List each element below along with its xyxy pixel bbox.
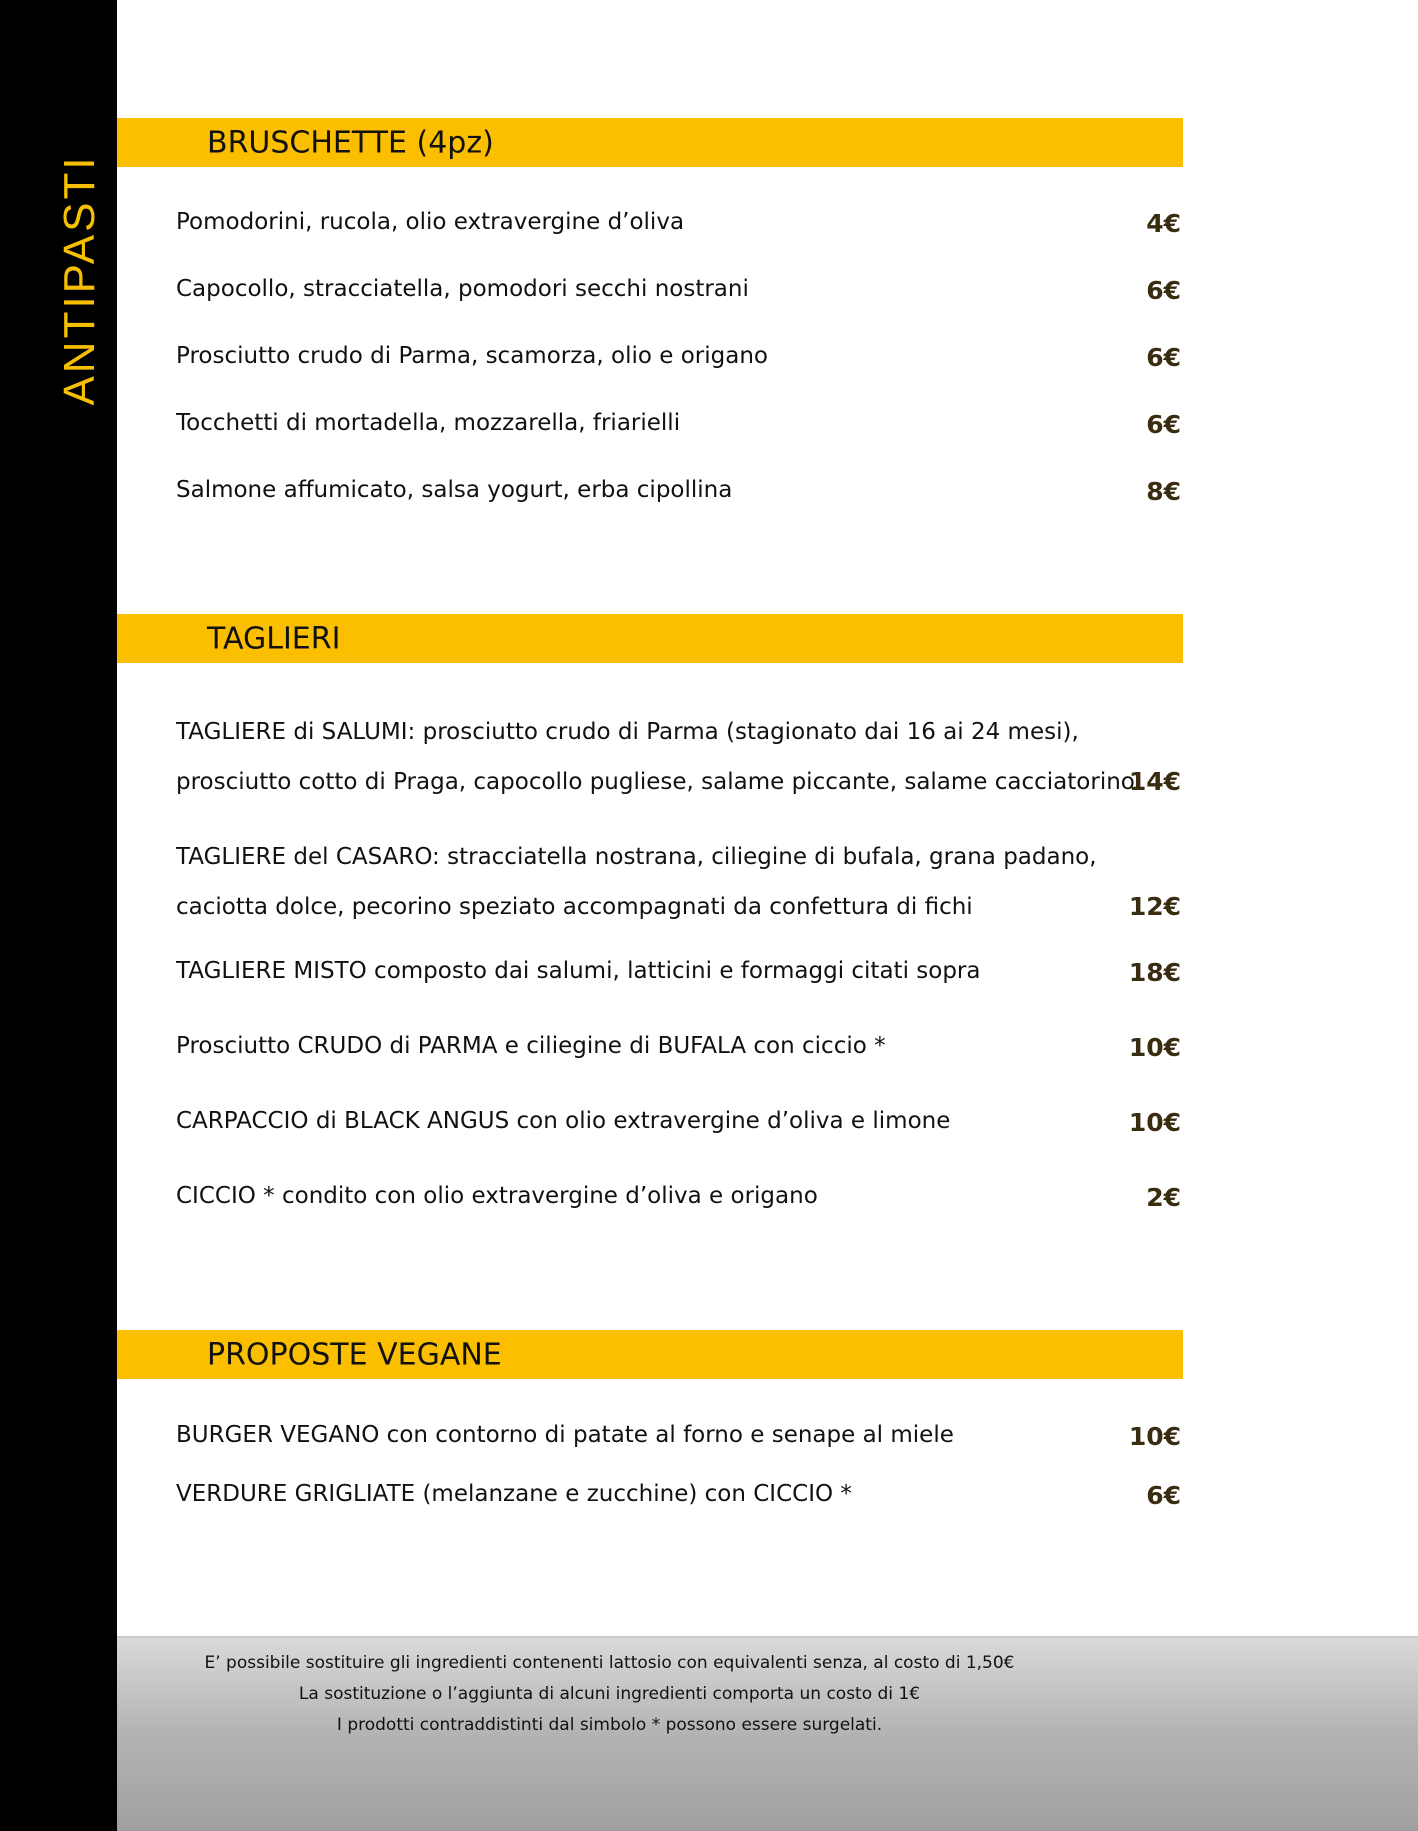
item-text: TAGLIERE di SALUMI: prosciutto crudo di Parma (stagionato dai 16 ai 24 mesi), — [176, 719, 1079, 745]
footer-note: La sostituzione o l’aggiunta di alcuni ingredienti comporta un costo di 1€ — [298, 1684, 921, 1704]
menu-item — [176, 477, 1181, 506]
menu-item — [176, 343, 1181, 372]
item-text: caciotta dolce, pecorino speziato accompagnati da confettura di fichi — [176, 894, 973, 920]
item-text: Tocchetti di mortadella, mozzarella, friarielli — [176, 410, 681, 436]
footer-notes — [117, 1648, 1102, 1741]
sidebar-title: ANTIPASTI — [55, 154, 104, 406]
menu-item — [176, 1481, 1181, 1510]
item-price: 6€ — [1146, 343, 1181, 372]
item-price: 8€ — [1146, 477, 1181, 506]
menu-item — [176, 1422, 1181, 1451]
section-header-bruschette — [117, 118, 1183, 167]
item-price: 6€ — [1146, 1481, 1181, 1510]
menu-item — [176, 958, 1181, 987]
menu-item — [176, 1033, 1181, 1062]
item-text: prosciutto cotto di Praga, capocollo pugliese, salame piccante, salame cacciatorino — [176, 769, 1135, 795]
item-price: 12€ — [1128, 892, 1181, 921]
item-price: 18€ — [1128, 958, 1181, 987]
section-title: PROPOSTE VEGANE — [207, 1337, 502, 1372]
item-text: Prosciutto crudo di Parma, scamorza, olio e origano — [176, 343, 768, 369]
item-price: 6€ — [1146, 276, 1181, 305]
item-price: 10€ — [1128, 1033, 1181, 1062]
menu-item — [176, 707, 1181, 807]
sidebar — [0, 0, 117, 1831]
item-text: BURGER VEGANO con contorno di patate al forno e senape al miele — [176, 1422, 954, 1448]
menu-item — [176, 209, 1181, 238]
item-text: Pomodorini, rucola, olio extravergine d’oliva — [176, 209, 685, 235]
footer-notes-box — [117, 1636, 1418, 1831]
item-price: 2€ — [1146, 1183, 1181, 1212]
menu-item — [176, 276, 1181, 305]
menu-item — [176, 410, 1181, 439]
item-price: 4€ — [1146, 209, 1181, 238]
menu-item — [176, 832, 1181, 932]
section-title: TAGLIERI — [207, 621, 341, 656]
item-text: Capocollo, stracciatella, pomodori secchi nostrani — [176, 276, 749, 302]
item-price: 10€ — [1128, 1108, 1181, 1137]
item-text: Salmone affumicato, salsa yogurt, erba cipollina — [176, 477, 733, 503]
section-title: BRUSCHETTE (4pz) — [207, 125, 494, 160]
section-header-taglieri — [117, 614, 1183, 663]
item-text: CICCIO * condito con olio extravergine d’oliva e origano — [176, 1183, 818, 1209]
section-header-vegane — [117, 1330, 1183, 1379]
item-text: Prosciutto CRUDO di PARMA e ciliegine di BUFALA con ciccio * — [176, 1033, 886, 1059]
item-text: VERDURE GRIGLIATE (melanzane e zucchine) con CICCIO * — [176, 1481, 852, 1507]
menu-item — [176, 1183, 1181, 1212]
item-price: 14€ — [1128, 767, 1181, 796]
item-text: TAGLIERE MISTO composto dai salumi, latticini e formaggi citati sopra — [176, 958, 981, 984]
menu-item — [176, 1108, 1181, 1137]
footer-note: E’ possibile sostituire gli ingredienti contenenti lattosio con equivalenti senza, al costo di 1,50€ — [204, 1653, 1015, 1673]
item-text: CARPACCIO di BLACK ANGUS con olio extravergine d’oliva e limone — [176, 1108, 951, 1134]
item-text: TAGLIERE del CASARO: stracciatella nostrana, ciliegine di bufala, grana padano, — [176, 844, 1097, 870]
item-price: 10€ — [1128, 1422, 1181, 1451]
item-price: 6€ — [1146, 410, 1181, 439]
footer-note: I prodotti contraddistinti dal simbolo * possono essere surgelati. — [336, 1715, 883, 1735]
